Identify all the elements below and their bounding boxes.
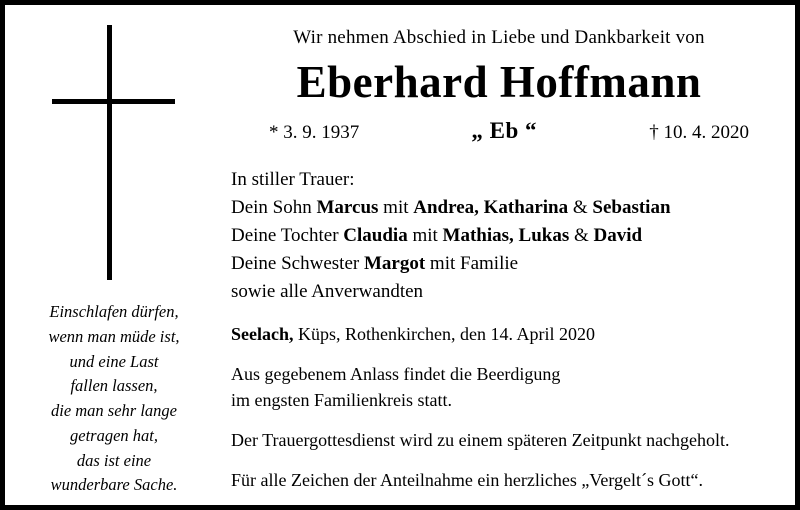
mourning-text: mit (407, 225, 443, 247)
thanks-paragraph: Für alle Zeichen der Anteilnahme ein herzliches „Vergelt´s Gott“. (231, 470, 703, 491)
mourning-intro: In stiller Trauer: (231, 169, 355, 191)
right-column (223, 5, 795, 505)
poem-line: wenn man müde ist, (48, 326, 180, 346)
mourning-text: mit (378, 197, 414, 219)
cross-vertical-bar (107, 25, 112, 280)
poem-line: wunderbare Sache. (50, 475, 178, 495)
mourning-name: Margot (363, 253, 426, 275)
place-rest: Küps, Rothenkirchen, den 14. April 2020 (293, 323, 595, 344)
mourning-text: Deine Schwester (231, 253, 364, 275)
place-name: Seelach, (231, 323, 294, 344)
mourning-text: Dein Sohn (231, 197, 317, 219)
service-paragraph: Der Trauergottesdienst wird zu einem späteren Zeitpunkt nachgeholt. (231, 430, 730, 451)
mourning-name: David (593, 225, 643, 247)
mourning-name: Sebastian (592, 197, 671, 219)
poem-line: fallen lassen, (70, 376, 158, 396)
mourning-line-3 (231, 250, 767, 278)
cross-icon (39, 25, 189, 280)
mourning-block (231, 166, 767, 306)
funeral-line-1: Aus gegebenem Anlass findet die Beerdigung (231, 363, 561, 384)
death-date: † 10. 4. 2020 (649, 122, 749, 144)
mourning-name: Andrea, Katharina (413, 197, 569, 219)
place-and-date (231, 324, 767, 345)
mourning-text: sowie alle Anverwandten (231, 280, 424, 302)
mourning-name: Claudia (343, 225, 408, 247)
life-dates (231, 118, 767, 144)
mourning-name: Mathias, Lukas (442, 225, 570, 247)
poem-line: getragen hat, (70, 425, 158, 445)
mourning-line-1 (231, 194, 767, 222)
mourning-name: Marcus (316, 197, 379, 219)
nickname: „ Eb “ (471, 118, 538, 144)
mourning-text: Deine Tochter (231, 225, 344, 247)
mourning-line-4 (231, 278, 767, 306)
mourning-text: & (568, 197, 593, 219)
mourning-line-2 (231, 222, 767, 250)
lead-text: Wir nehmen Abschied in Liebe und Dankbarkeit von (293, 27, 705, 48)
poem-line: die man sehr lange (50, 401, 178, 420)
mourning-text: & (569, 225, 594, 247)
poem-line: und eine Last (69, 351, 159, 371)
funeral-paragraph (231, 361, 767, 413)
deceased-name: Eberhard Hoffmann (296, 57, 702, 107)
funeral-line-2: im engsten Familienkreis statt. (231, 389, 452, 410)
poem-block (14, 300, 214, 498)
mourning-text: mit Familie (425, 253, 519, 275)
poem-line: Einschlafen dürfen, (49, 302, 179, 321)
birth-date: * 3. 9. 1937 (269, 122, 360, 144)
cross-horizontal-bar (52, 99, 175, 104)
poem-line: das ist eine (76, 450, 152, 470)
left-column (5, 5, 223, 505)
